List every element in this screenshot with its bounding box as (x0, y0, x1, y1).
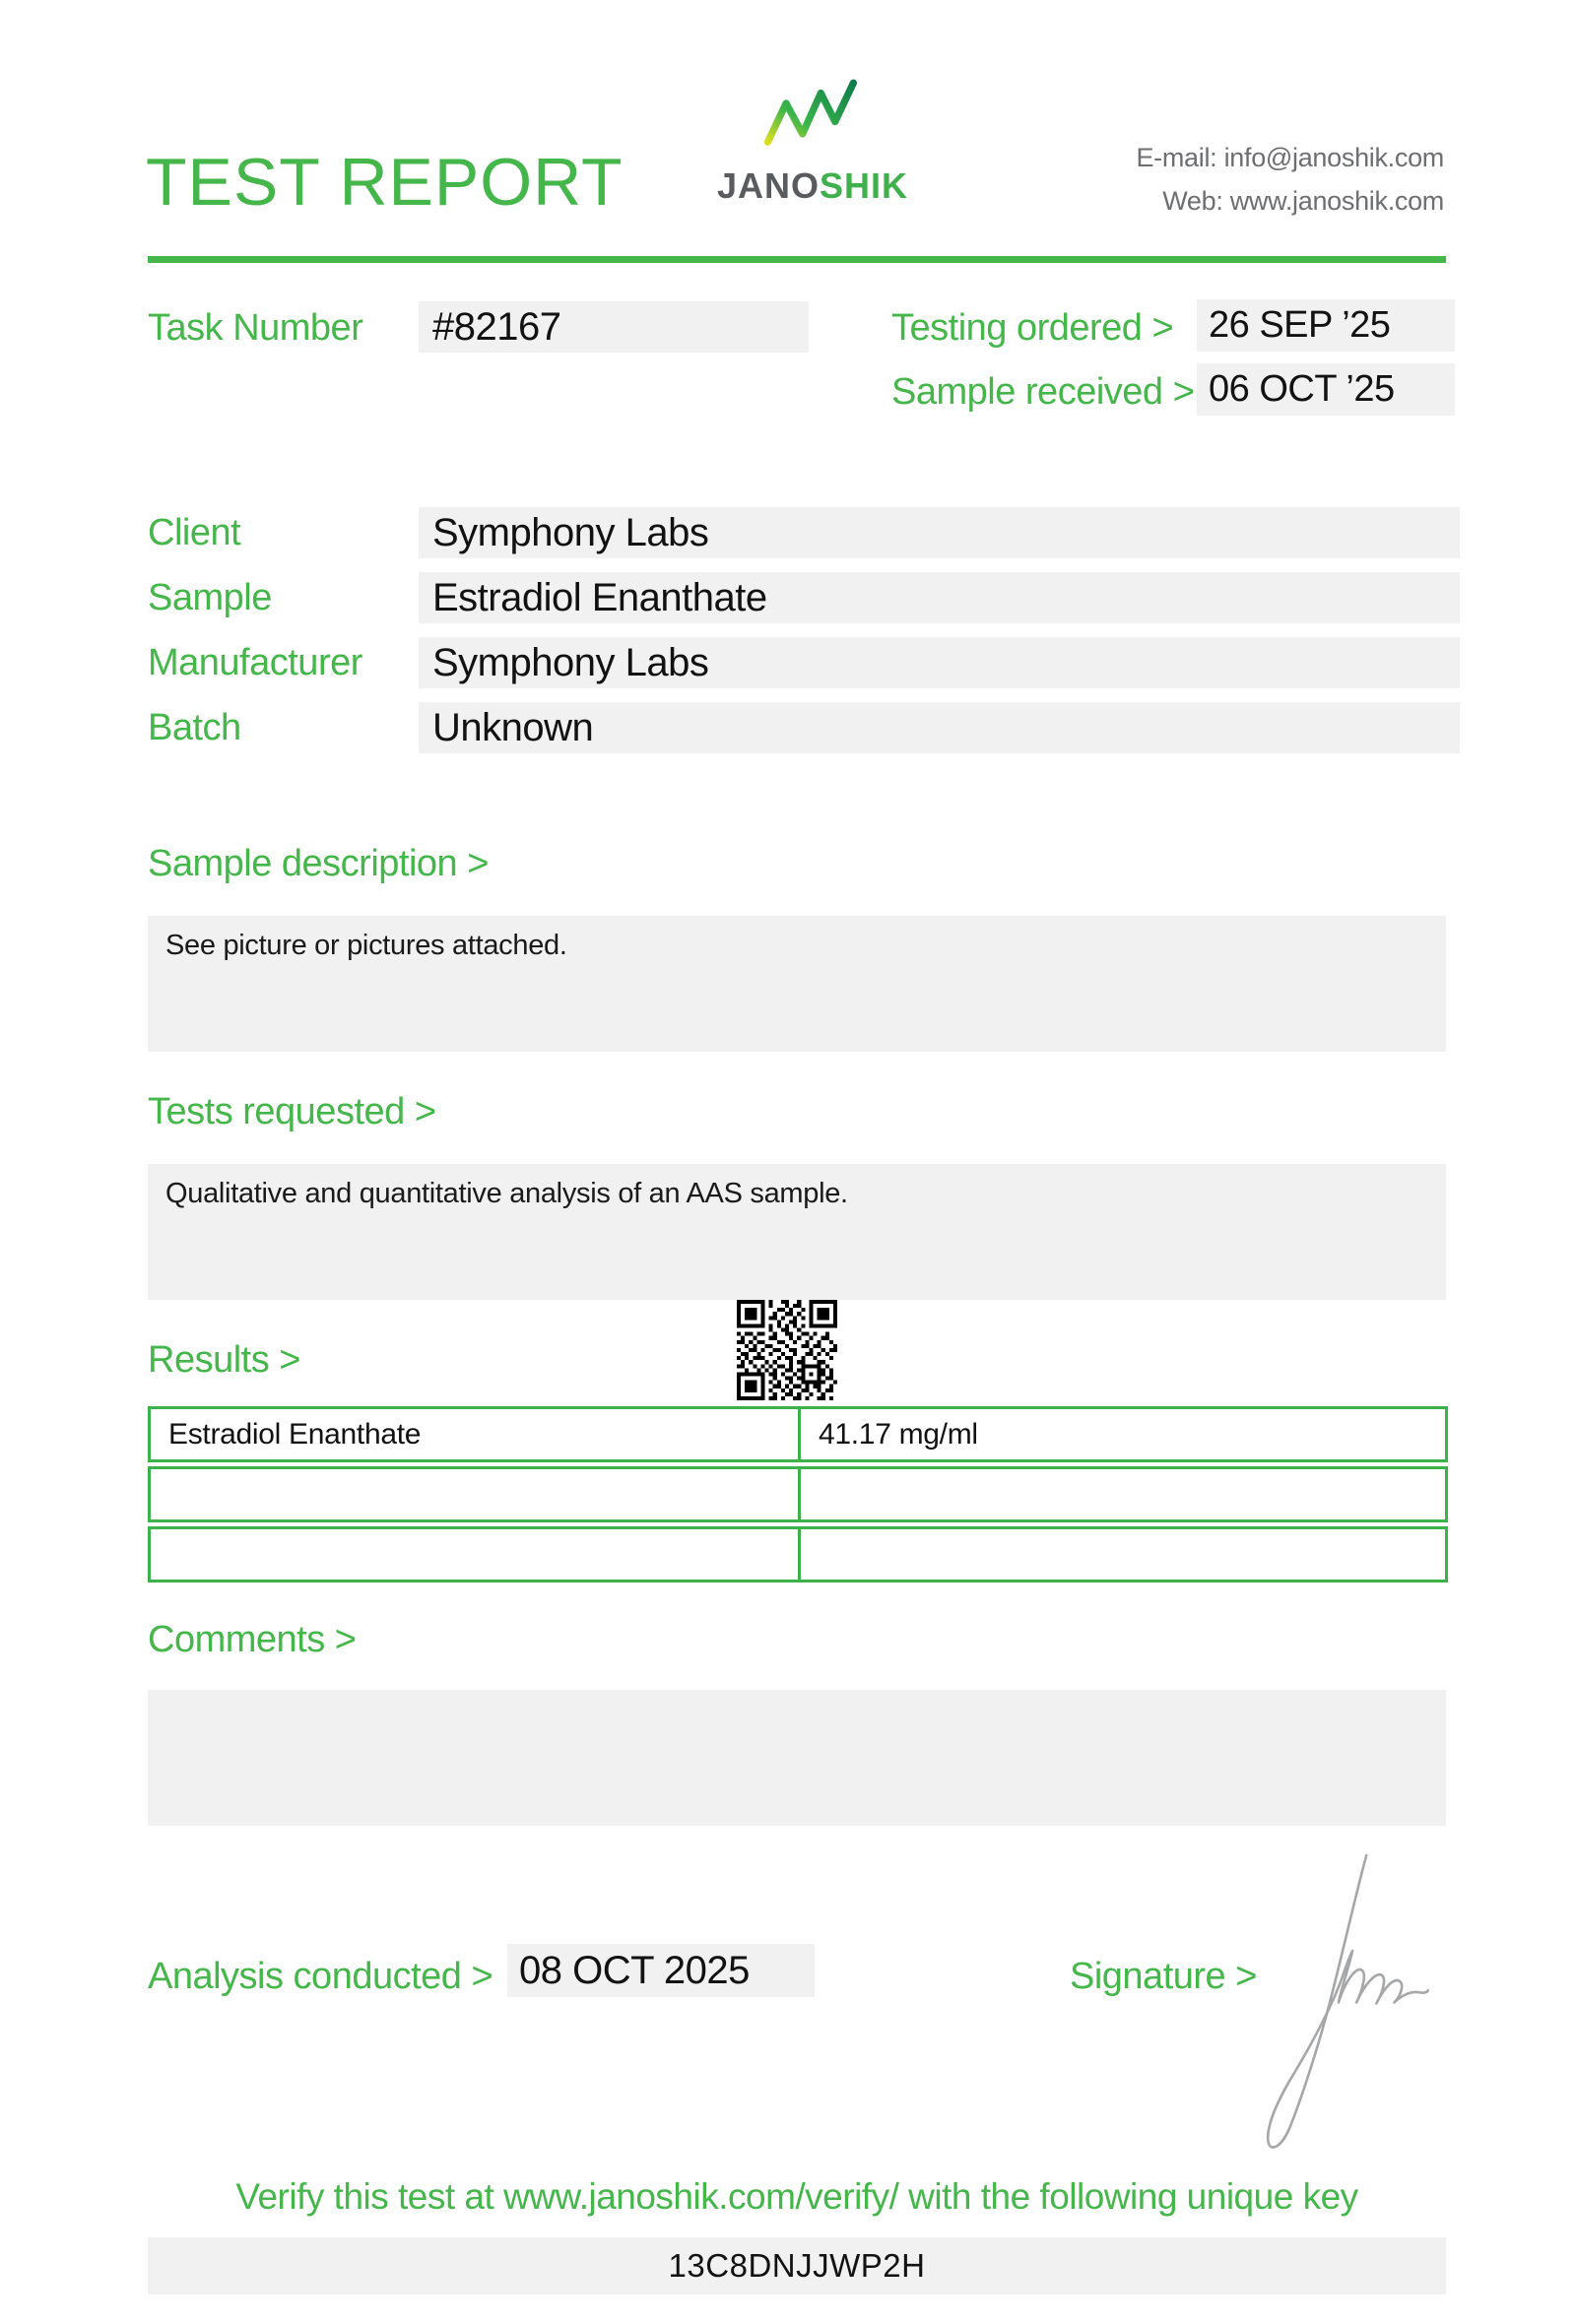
sample-received-label: Sample received > (891, 371, 1195, 413)
verify-instruction: Verify this test at www.janoshik.com/verify/ with the following unique key (235, 2176, 1358, 2217)
contact-email: E-mail: info@janoshik.com (1136, 143, 1444, 172)
results-heading: Results > (148, 1339, 300, 1381)
tests-requested-box (148, 1164, 1446, 1300)
contact-web: Web: www.janoshik.com (1162, 186, 1444, 216)
page-title: TEST REPORT (146, 145, 624, 220)
testing-ordered-value: 26 SEP ’25 (1209, 304, 1391, 346)
task-number-value: #82167 (432, 304, 561, 349)
brand-name-gray: JANO (716, 165, 820, 206)
sample-label: Sample (148, 576, 272, 618)
batch-label: Batch (148, 706, 241, 748)
signature-label: Signature > (1070, 1956, 1257, 1997)
sample-description-heading: Sample description > (148, 843, 489, 884)
manufacturer-label: Manufacturer (148, 641, 362, 683)
results-row-1 (148, 1406, 1448, 1462)
results-substance-cell (151, 1409, 801, 1459)
janoshik-logo (690, 77, 936, 207)
batch-value: Unknown (432, 705, 594, 749)
client-value: Symphony Labs (432, 510, 709, 554)
handwritten-signature (1249, 1847, 1438, 2161)
results-substance-cell (151, 1469, 801, 1519)
task-number-value-box (419, 301, 809, 353)
sample-description-box (148, 916, 1446, 1052)
comments-heading: Comments > (148, 1619, 357, 1660)
analysis-conducted-label: Analysis conducted > (148, 1956, 493, 1997)
results-table (148, 1406, 1448, 1586)
sample-value: Estradiol Enanthate (432, 575, 767, 619)
header-divider (148, 256, 1446, 263)
sample-received-value-box (1197, 363, 1455, 416)
sample-description-text: See picture or pictures attached. (165, 930, 567, 961)
analysis-date: 08 OCT 2025 (519, 1948, 750, 1992)
tests-requested-text: Qualitative and quantitative analysis of an AAS sample. (165, 1178, 848, 1209)
brand-name (690, 165, 936, 207)
manufacturer-value-box (419, 637, 1460, 688)
tests-requested-heading: Tests requested > (148, 1091, 436, 1132)
results-row-2 (148, 1466, 1448, 1522)
contact-block (1136, 136, 1444, 223)
testing-ordered-label: Testing ordered > (891, 307, 1174, 349)
sample-value-box (419, 572, 1460, 623)
trend-arrow-chart-icon (761, 77, 864, 163)
results-substance: Estradiol Enanthate (168, 1417, 422, 1451)
comments-box (148, 1690, 1446, 1826)
sample-received-value: 06 OCT ’25 (1209, 368, 1395, 410)
results-amount-cell (801, 1529, 1445, 1580)
verify-key-box (148, 2237, 1446, 2294)
batch-value-box (419, 702, 1460, 753)
task-number-label: Task Number (148, 307, 363, 349)
qr-code (737, 1300, 837, 1400)
verify-key: 13C8DNJJWP2H (668, 2247, 926, 2284)
results-substance-cell (151, 1529, 801, 1580)
testing-ordered-value-box (1197, 299, 1455, 352)
manufacturer-value: Symphony Labs (432, 640, 709, 684)
results-amount-cell (801, 1409, 1445, 1459)
results-row-3 (148, 1526, 1448, 1582)
analysis-date-box (507, 1944, 815, 1997)
client-value-box (419, 507, 1460, 558)
brand-name-green: SHIK (820, 165, 909, 206)
results-amount: 41.17 mg/ml (819, 1417, 978, 1451)
results-amount-cell (801, 1469, 1445, 1519)
client-label: Client (148, 511, 241, 553)
